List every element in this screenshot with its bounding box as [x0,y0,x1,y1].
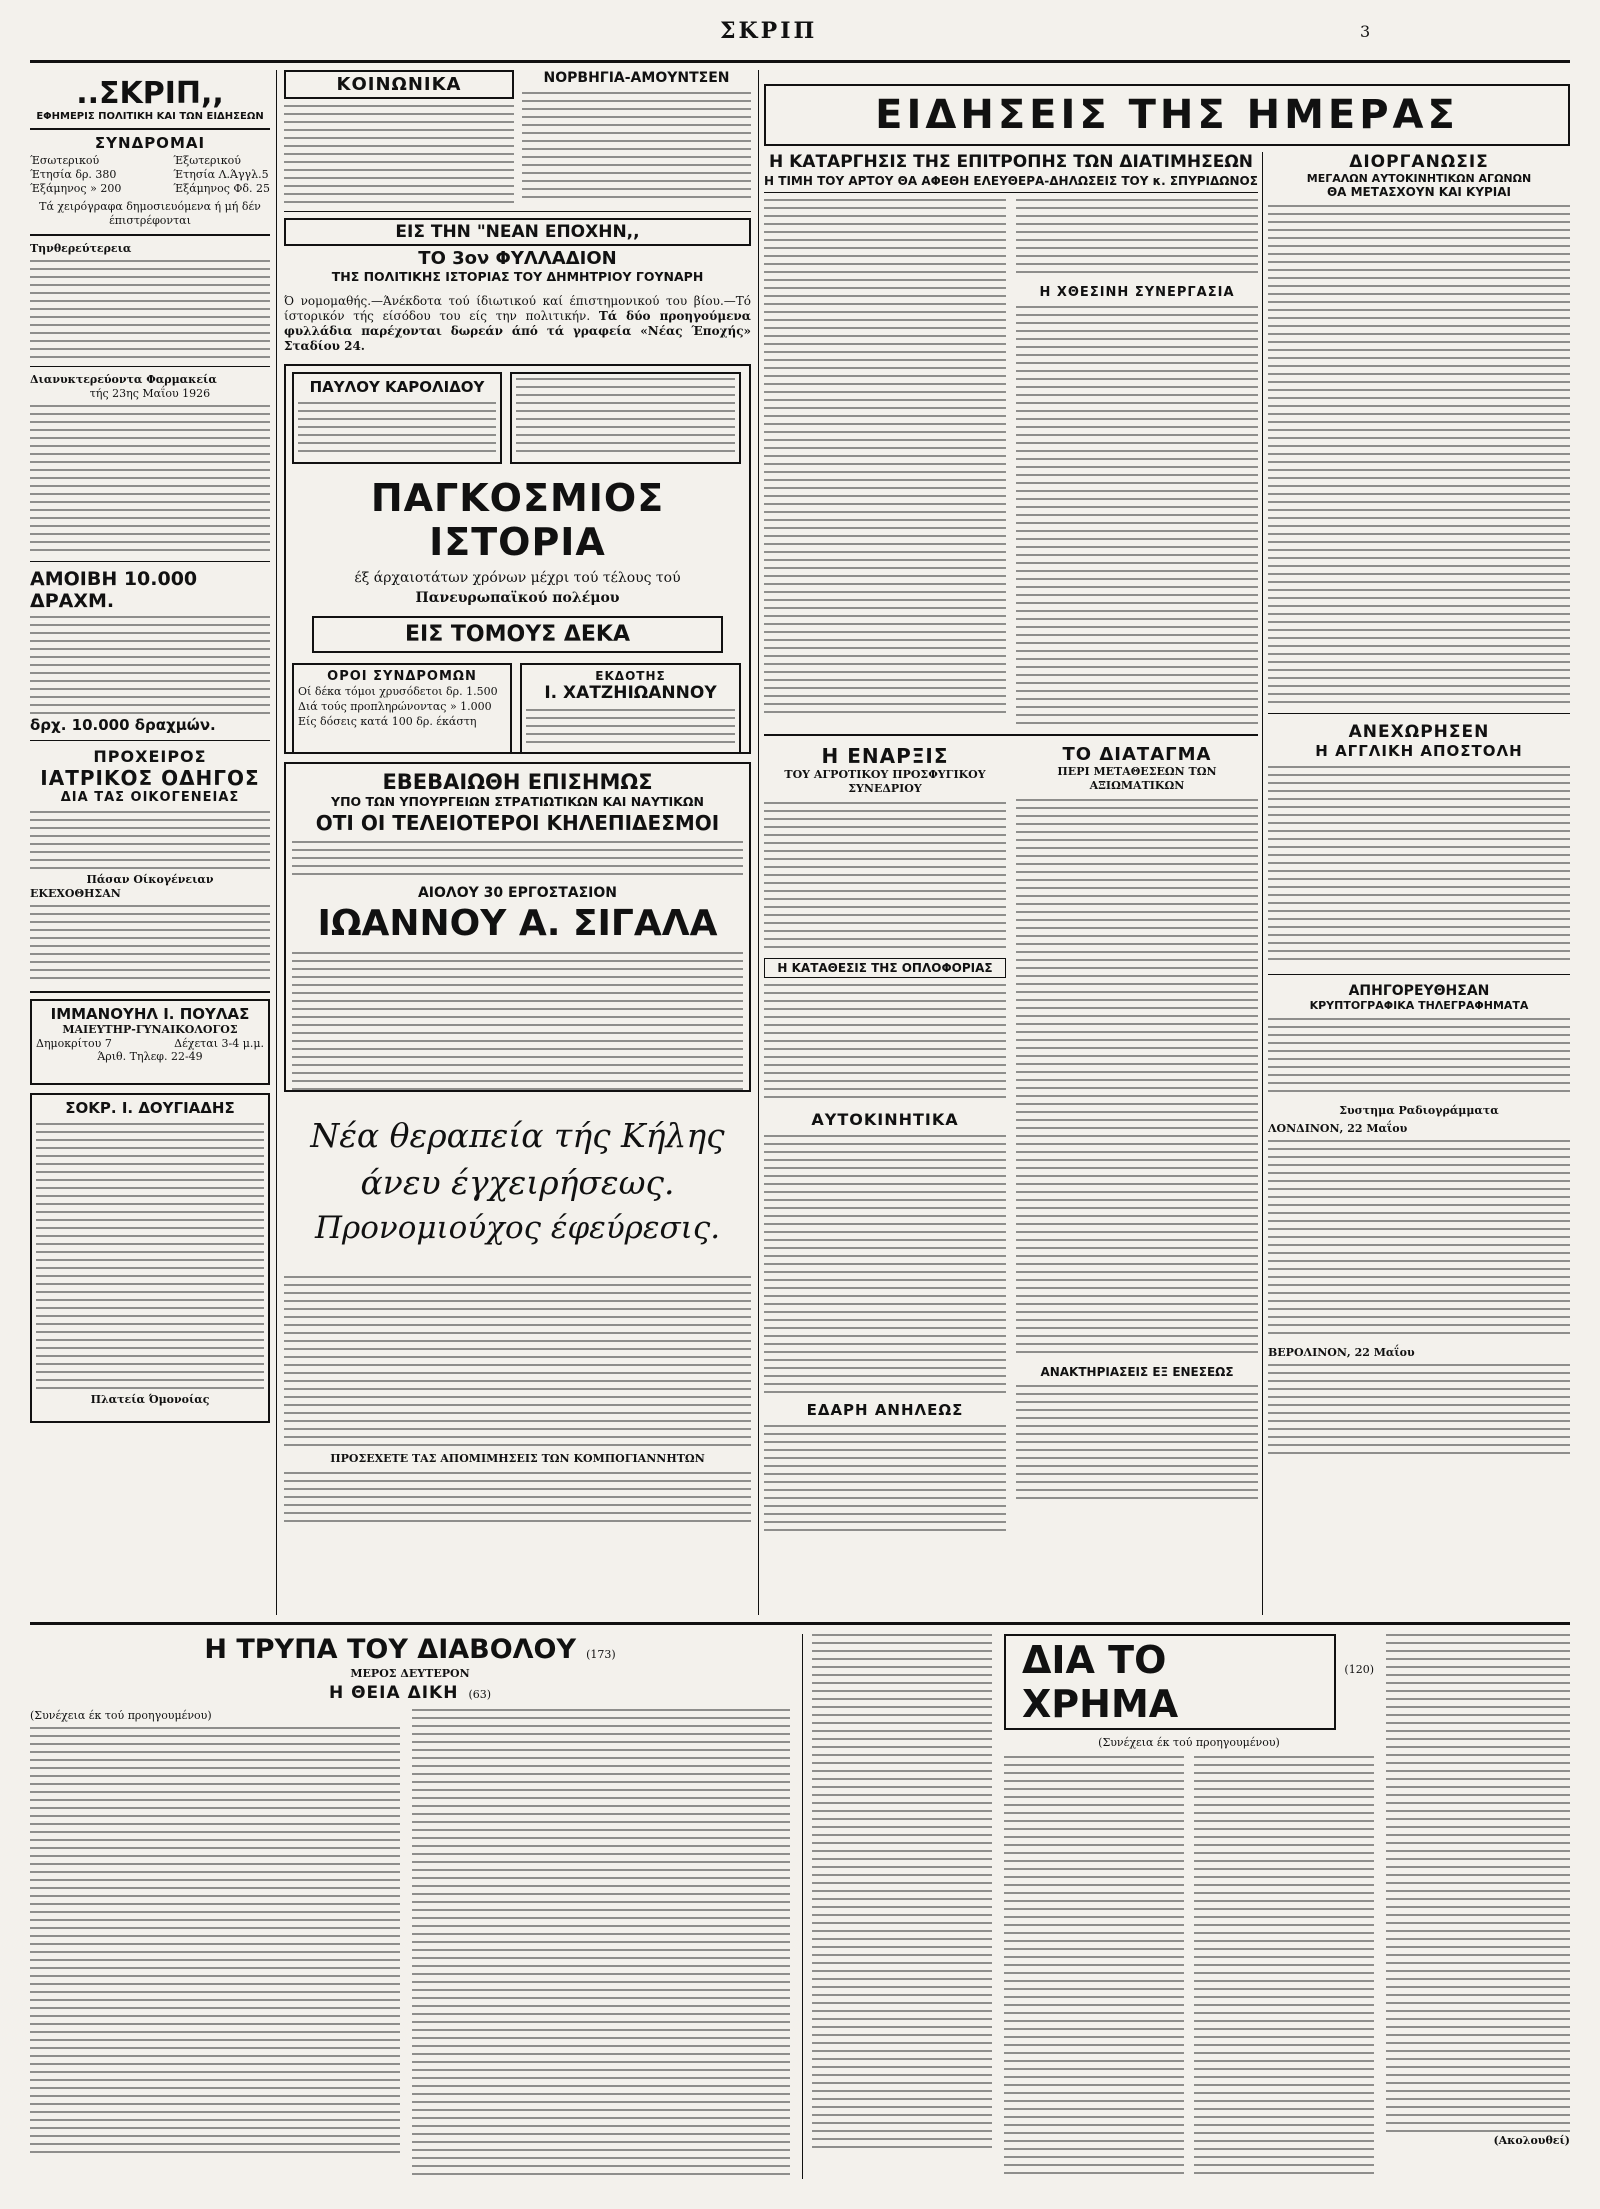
reward-amount: δρχ. 10.000 δραχμών. [30,716,216,734]
reward-text [30,616,270,716]
sokr-ad [30,1093,270,1423]
column-rule [276,70,277,1615]
midwife-tel: Άριθ. Τηλεφ. 22-49 [97,1050,203,1063]
right-h1: ΔΙΟΡΓΑΝΩΣΙΣ [1349,152,1489,172]
guide-text [30,905,270,985]
norway-text [522,92,751,200]
london-dateline: ΛΟΝΔΙΝΟΝ, 22 Μαΐου [1268,1122,1408,1135]
sigala-line-1: ΕΒΕΒΑΙΩΘΗ ΕΠΙΣΗΜΩΣ [382,770,653,794]
serial-1-number: (173) [586,1648,616,1661]
doctors-head: Πάσαν Οίκογένειαν [86,873,214,886]
column-rule [1262,152,1263,1615]
decree-head: ΤΟ ΔΙΑΤΑΓΜΑ [1062,744,1212,765]
serial-2-number: (120) [1344,1663,1374,1676]
publisher-box [520,663,741,754]
news-banner [764,84,1570,146]
page-number: 3 [1360,22,1371,41]
hernia-line-3: Προνομιούχος έφεύρεσις. [314,1210,721,1246]
subs-yearly-foreign: Έτησία Λ.Άγγλ.5 [173,168,269,181]
midwife-sub: ΜΑΙΕΥΤΗΡ-ΓΥΝΑΙΚΟΛΟΓΟΣ [62,1023,238,1036]
midwife-name: ΙΜΜΑΝΟΥΗΛ Ι. ΠΟΥΛΑΣ [50,1005,250,1023]
ferries-head: Τηνθερεύτερεια [30,242,132,255]
sigala-line-2: ΥΠΟ ΤΩΝ ΥΠΟΥΡΓΕΙΩΝ ΣΤΡΑΤΙΩΤΙΚΩΝ ΚΑΙ ΝΑΥΤΙΚΩΝ [331,794,704,809]
sigala-name: ΙΩΑΝΝΟΥ Α. ΣΙΓΑΛΑ [317,903,718,944]
gounari-title: ΤΗΣ ΠΟΛΙΤΙΚΗΣ ΙΣΤΟΡΙΑΣ ΤΟΥ ΔΗΜΗΤΡΙΟΥ ΓΟΥΝΑΡΗ [331,269,704,284]
world-history-ad [284,364,751,754]
manuscripts-note: Τά χειρόγραφα δημοσιευόμενα ή μή δέν έπιστρέφονται [39,200,261,227]
norway-head: ΝΟΡΒΗΓΙΑ-ΑΜΟΥΝΤΣΕΝ [543,70,730,86]
sigala-line-3: ΟΤΙ ΟΙ ΤΕΛΕΙΟΤΕΡΟΙ ΚΗΛΕΠΙΔΕΣΜΟΙ [315,811,720,835]
start-head: Η ΕΝΑΡΞΙΣ [821,744,949,768]
family-label: ΔΙΑ ΤΑΣ ΟΙΚΟΓΕΝΕΙΑΣ [60,790,240,805]
start-sub: ΤΟΥ ΑΓΡΟΤΙΚΟΥ ΠΡΟΣΦΥΓΙΚΟΥ ΣΥΝΕΔΡΙΟΥ [784,768,986,795]
nomomatheis-text: Ό νομομαθής.—Άνέκδοτα τού ίδιωτικού καί έπιστημονικού του βίου.—Τό ίστορικόν τής είσόδου του είς την πολιτικήν. [284,294,751,323]
news-main [764,152,1258,1615]
news-h2: Η ΤΙΜΗ ΤΟΥ ΑΡΤΟΥ ΘΑ ΑΦΕΘΗ ΕΛΕΥΘΕΡΑ-ΔΗΛΩΣΕΙΣ ΤΟΥ κ. ΣΠΥΡΙΔΩΝΟΣ [764,174,1258,188]
doctor-guide-title: ΙΑΤΡΙΚΟΣ ΟΔΗΓΟΣ [40,766,260,790]
pharmacies-list [30,405,270,555]
author-box [292,372,502,464]
sokr-name: ΣΟΚΡ. Ι. ΔΟΥΓΙΑΔΗΣ [65,1099,235,1117]
feuilleton-rule [30,1622,1570,1625]
history-volumes: ΕΙΣ ΤΟΜΟΥΣ ΔΕΚΑ [312,616,723,653]
news-col-1 [764,199,1006,719]
price-2: Διά τούς προπληρώνοντας » 1.000 [298,700,492,713]
arms-head: Η ΚΑΤΑΘΕΣΙΣ ΤΗΣ ΟΠΛΟΦΟΡΙΑΣ [764,958,1006,978]
midwife-ad [30,999,270,1085]
forbidden-sub: ΚΡΥΠΤΟΓΡΑΦΙΚΑ ΤΗΛΕΓΡΑΦΗΜΑΤΑ [1309,999,1529,1012]
history-sub: έξ άρχαιοτάτων χρόνων μέχρι τού τέλους τού [354,570,681,586]
terms-box [292,663,512,754]
subscription-box [510,372,741,464]
sigala-ad [284,762,751,1092]
serial-1-sub-number: (63) [468,1688,492,1701]
serial-2-next: (Ακολουθεί) [1493,2134,1570,2147]
decree-text [1016,799,1258,1359]
subs-half-foreign: Έξάμηνος Φδ. 25 [173,182,270,195]
radio-head: Συστημα Ραδιογράμματα [1339,1104,1499,1117]
hernia-footer: ΠΡΟΣΕΧΕΤΕ ΤΑΣ ΑΠΟΜΙΜΗΣΕΙΣ ΤΩΝ ΚΟΜΠΟΓΙΑΝΝΗΤΩΝ [330,1452,705,1465]
hernia-footer-text [284,1472,751,1522]
author-text [298,402,496,456]
subs-half-domestic: Έξάμηνος » 200 [30,182,122,195]
cars-text [764,1135,1006,1395]
news-h1: Η ΚΑΤΑΡΓΗΣΙΣ ΤΗΣ ΕΠΙΤΡΟΠΗΣ ΤΩΝ ΔΙΑΤΙΜΗΣΕΩΝ [768,152,1254,172]
serial-1-sub: Η ΘΕΙΑ ΔΙΚΗ [328,1683,459,1703]
ferries-text [30,260,270,360]
reward-head: ΑΜΟΙΒΗ 10.000 ΔΡΑΧΜ. [30,568,198,612]
departed-head: ΑΝΕΧΩΡΗΣΕΝ [1348,722,1490,742]
handy-label: ΠΡΟΧΕΙΡΟΣ [93,747,207,766]
history-author: ΠΑΥΛΟΥ ΚΑΡΟΛΙΔΟΥ [309,378,485,396]
serial-2-col-3 [1194,1756,1374,2179]
masthead-subtitle: ΕΦΗΜΕΡΙΣ ΠΟΛΙΤΙΚΗ ΚΑΙ ΤΩΝ ΕΙΔΗΣΕΩΝ [36,111,264,122]
third-pamphlet: ΤΟ 3ον ΦΥΛΛΑΔΙΟΝ [418,248,617,269]
serial-2-col-2 [1004,1756,1184,2179]
sokr-text [36,1123,264,1393]
midwife-hours: Δέχεται 3-4 μ.μ. [174,1037,264,1050]
hernia-text [284,1276,751,1446]
arms-text [764,984,1006,1104]
prev-pamphlets-text: Τά δύο προηγούμενα φυλλάδια παρέχονται δωρεάν άπό τά γραφεία «Νέας Έποχής» Σταδίου 24. [284,309,751,353]
serial-1 [30,1634,790,2179]
serial-1-title: Η ΤΡΥΠΑ ΤΟΥ ΔΙΑΒΟΛΟΥ [204,1634,577,1665]
departed-text [1268,766,1570,966]
london-text [1268,1140,1570,1340]
column-rule [758,70,759,1615]
edari-head: ΕΔΑΡΗ ΑΝΗΛΕΩΣ [806,1401,964,1419]
sigala-line-4: ΑΙΟΛΟΥ 30 ΕΡΓΟΣΤΑΣΙΟΝ [417,885,618,901]
price-1: Οί δέκα τόμοι χρυσόδετοι δρ. 1.500 [298,685,498,698]
masthead-title: ..ΣΚΡΙΠ,, [76,76,224,111]
news-col-2a [1016,199,1258,279]
new-era-head: ΕΙΣ ΤΗΝ "ΝΕΑΝ ΕΠΟΧΗΝ,, [284,218,751,246]
news-right [1268,152,1570,1615]
decree-sub: ΠΕΡΙ ΜΕΤΑΘΕΣΕΩΝ ΤΩΝ ΑΞΙΩΜΑΤΙΚΩΝ [1057,765,1217,792]
forbidden-head: ΑΠΗΓΟΡΕΥΘΗΣΑΝ [1348,983,1490,999]
dismiss-head: ΑΝΑΚΤΗΡΙΑΣΕΙΣ ΕΞ ΕΝΕΣΕΩΣ [1040,1365,1234,1379]
berlin-text [1268,1364,1570,1454]
serial-1-col-2 [412,1709,790,2177]
subs-domestic: Έσωτερικού [30,154,100,167]
left-column [30,70,270,1615]
serial-2-col-4 [1386,1634,1570,2134]
hernia-line-2: άνευ έγχειρήσεως. [360,1163,675,1202]
right-h1-sub2: ΘΑ ΜΕΤΑΣΧΟΥΝ ΚΑΙ ΚΥΡΙΑΙ [1326,185,1512,199]
edari-text [764,1425,1006,1535]
omonia-label: Πλατεία Όμονοίας [90,1393,210,1406]
history-title: ΠΑΓΚΟΣΜΙΟΣ ΙΣΤΟΡΙΑ [370,476,665,564]
guide-intro [30,811,270,873]
sigala-text-2 [292,952,743,1092]
social-head: ΚΟΙΝΩΝΙΚΑ [284,70,514,99]
subscriptions-head: ΣΥΝΔΡΟΜΑΙ [94,134,206,152]
serial-2-title: ΔΙΑ ΤΟ ΧΡΗΜΑ [1004,1634,1336,1730]
start-text [764,802,1006,952]
header-rule [30,60,1570,63]
right-h1-sub: ΜΕΓΑΛΩΝ ΑΥΤΟΚΙΝΗΤΙΚΩΝ ΑΓΩΝΩΝ [1306,172,1532,185]
subscription-text [516,378,735,458]
hernia-ad [284,1100,751,1615]
forbidden-text [1268,1018,1570,1098]
price-3: Είς δόσεις κατά 100 δρ. έκάστη [298,715,477,728]
news-col-2b [1016,306,1258,726]
running-header [0,0,1600,60]
social-section [284,70,751,290]
serial-1-part: ΜΕΡΟΣ ΔΕΥΤΕΡΟΝ [350,1667,470,1680]
pharmacies-date: τής 23ης Μαΐου 1926 [89,387,211,400]
serial-2 [812,1634,1570,2179]
terms-head: ΟΡΟΙ ΣΥΝΔΡΟΜΩΝ [327,669,477,684]
publisher-address [526,709,735,749]
serial-1-cont: (Συνέχεια έκ τού προηγουμένου) [30,1709,212,1722]
publisher-name: Ι. ΧΑΤΖΗΙΩΑΝΝΟΥ [544,683,717,703]
history-war: Πανευρωπαϊκού πολέμου [415,590,620,606]
dismiss-text [1016,1385,1258,1505]
pharmacies-head: Διανυκτερεύοντα Φαρμακεία [30,373,217,386]
subs-yearly-domestic: Έτησία δρ. 380 [30,168,117,181]
midwife-address: Δημοκρίτου 7 [36,1037,112,1050]
closing-head: ΕΚΕΧΟΘΗΣΑΝ [30,887,121,900]
publisher-label: ΕΚΔΟΤΗΣ [595,669,666,683]
serial-2-cont: (Συνέχεια έκ τού προηγουμένου) [1098,1736,1280,1749]
sigala-text-1 [292,841,743,881]
races-text [1268,205,1570,705]
hernia-line-1: Νέα θεραπεία τής Κήλης [310,1116,725,1155]
social-text [284,105,514,205]
cars-head: ΑΥΤΟΚΙΝΗΤΙΚΑ [811,1110,959,1129]
serial-1-col-1 [30,1727,400,2157]
yesterday-head: Η ΧΘΕΣΙΝΗ ΣΥΝΕΡΓΑΣΙΑ [1039,285,1235,300]
subs-foreign: Έξωτερικού [173,154,241,167]
new-era-text [284,294,751,354]
serial-2-col-1 [812,1634,992,2154]
news-banner-title: ΕΙΔΗΣΕΙΣ ΤΗΣ ΗΜΕΡΑΣ [875,92,1459,138]
berlin-dateline: ΒΕΡΟΛΙΝΟΝ, 22 Μαΐου [1268,1346,1415,1359]
running-title: ΣΚΡΙΠ [720,18,818,44]
departed-sub: Η ΑΓΓΛΙΚΗ ΑΠΟΣΤΟΛΗ [1315,742,1523,760]
column-rule [802,1634,803,2179]
